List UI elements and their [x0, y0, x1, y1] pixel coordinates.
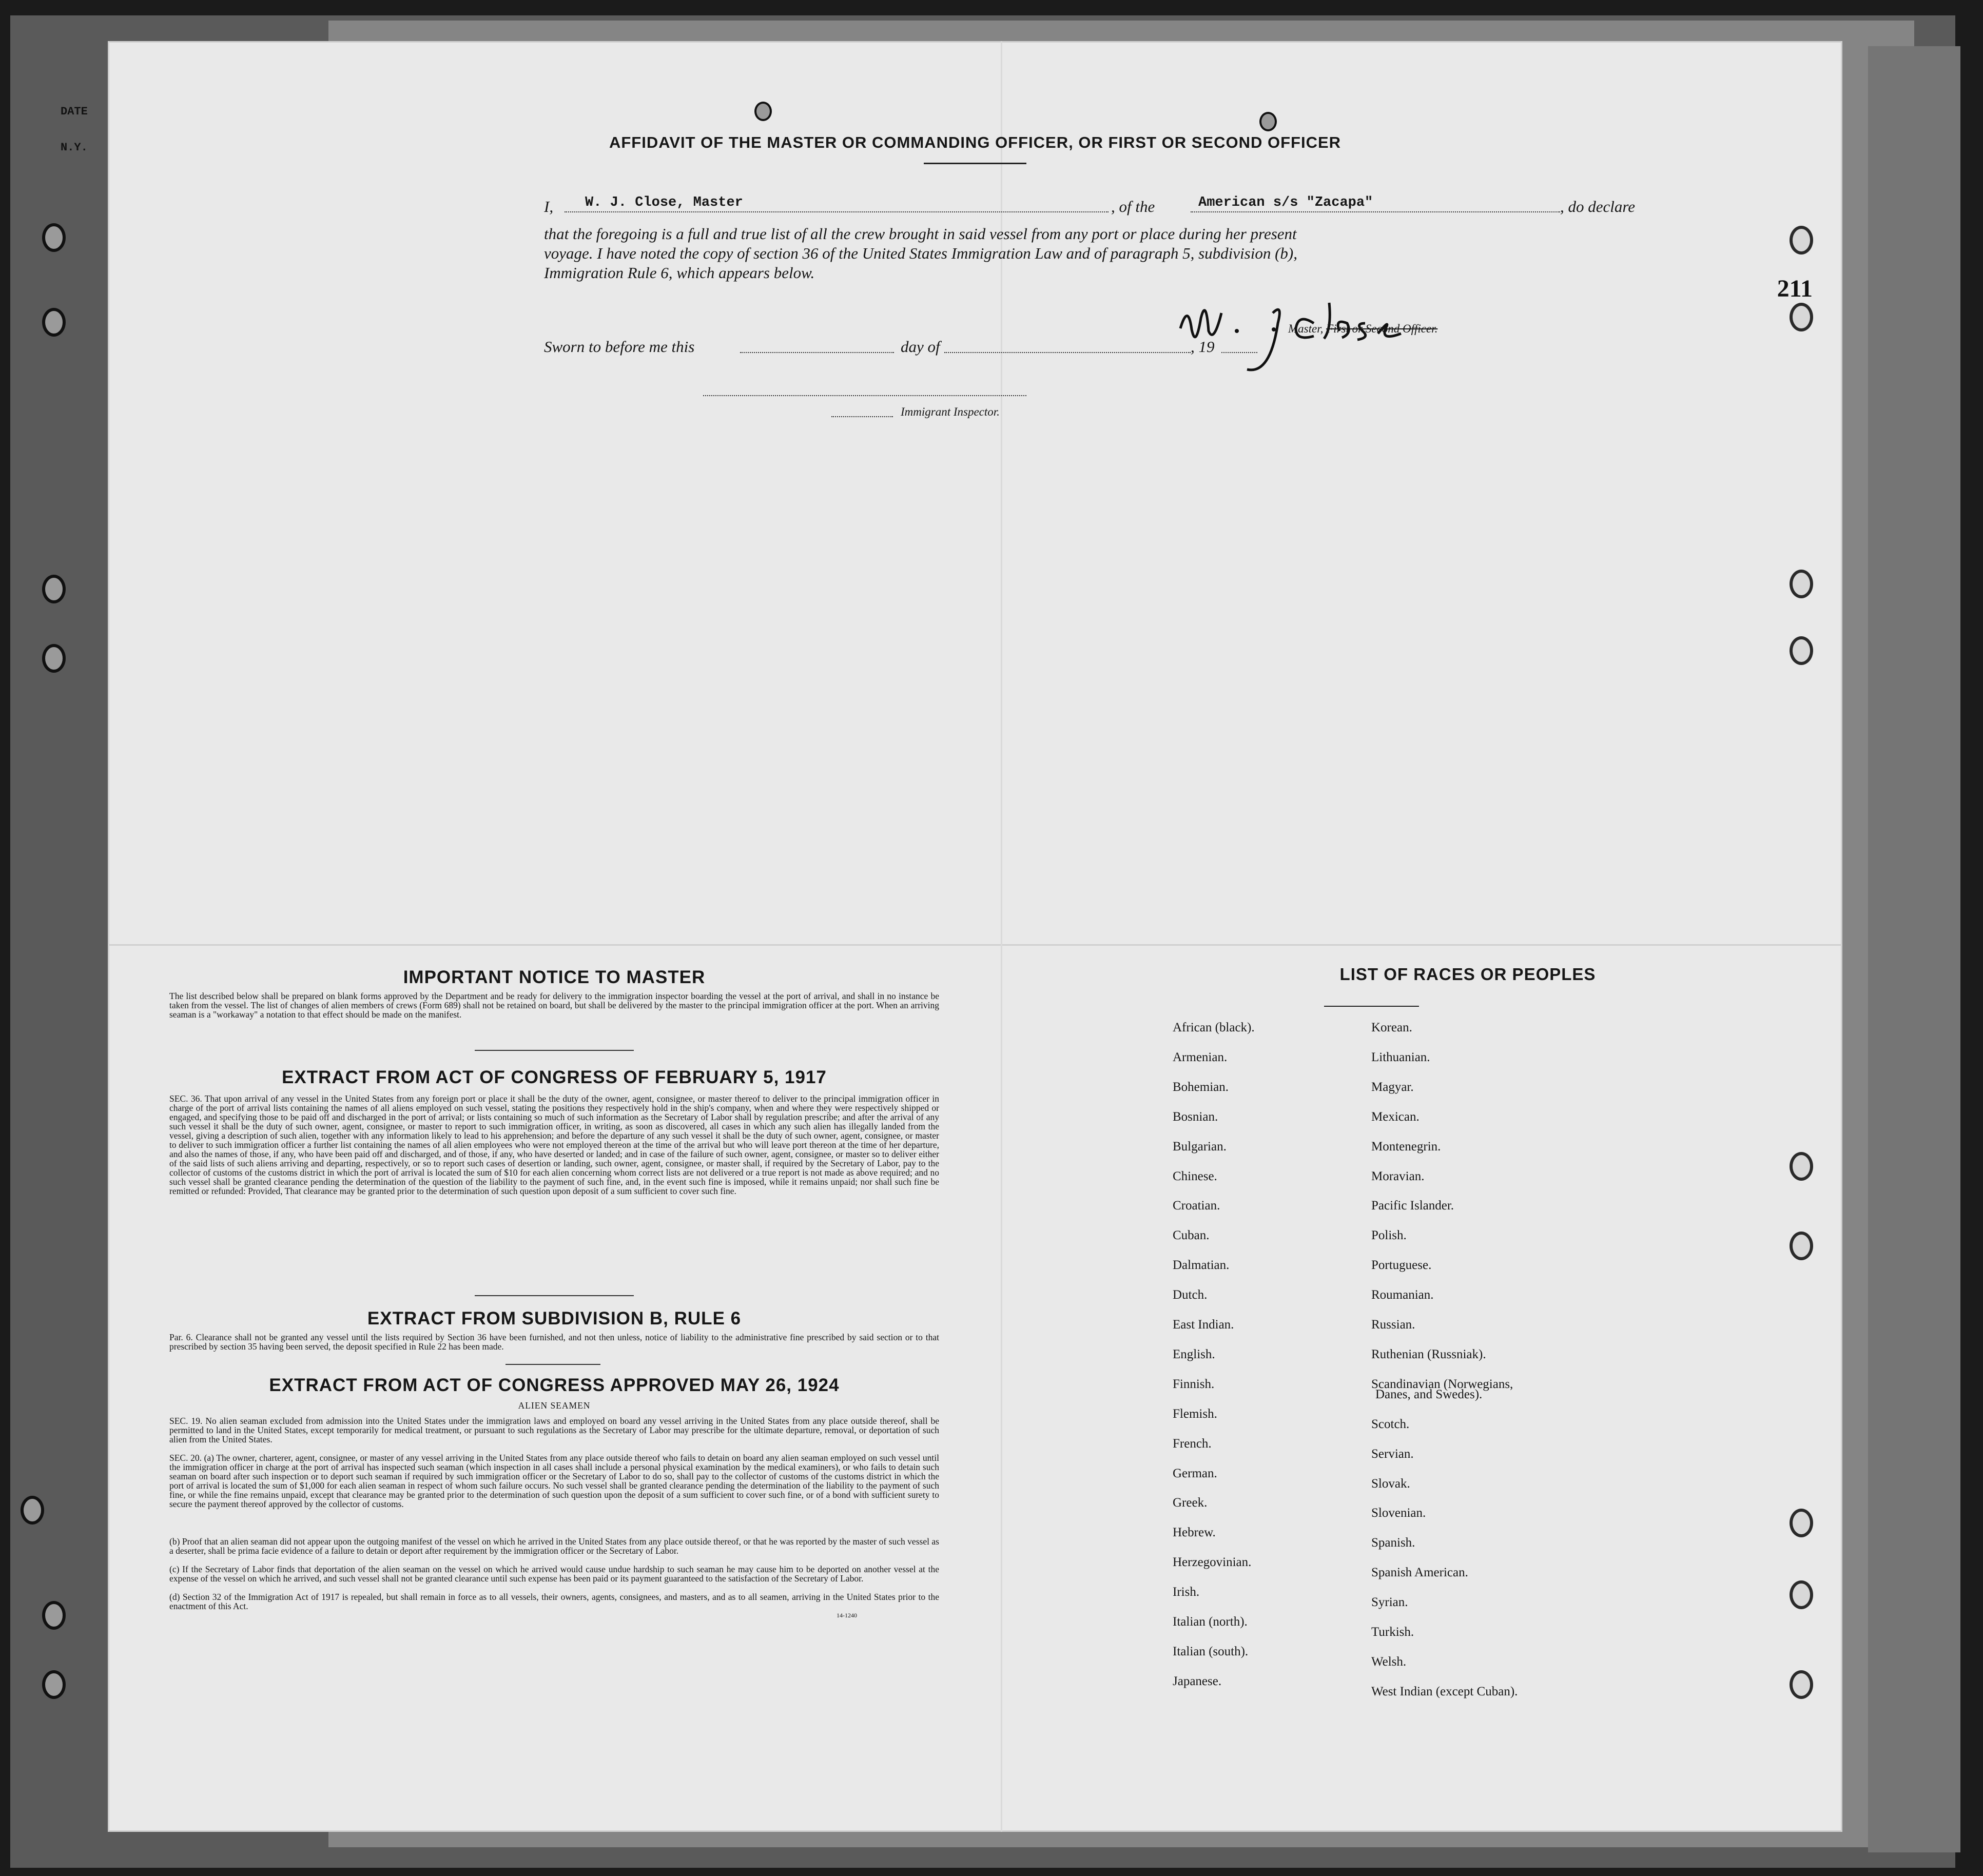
section-divider: [475, 1050, 634, 1051]
extract-1924-sec20c: (c) If the Secretary of Labor finds that deportation of the alien seaman on the vessel on which he arrived would cause undue hardship to such seaman he may cause him to be deported on another vessel at the expense of the vessel on which he arrived, and such vessel shall not be granted clearance until such expense has been paid or its payment guaranteed to the satisfaction of the Secretary of Labor.: [169, 1564, 939, 1584]
extract-1924-sec19: SEC. 19. No alien seaman excluded from admission into the United States under the immigration laws and employed on board any vessel arriving in the United States from any place outside thereof, shall be permitted to land in the United States, except temporarily for medical treatment, or pursuant to such regulations as the Secretary of Labor may prescribe for the ultimate departure, removal, or deportation of such alien from the United States.: [169, 1416, 939, 1444]
page-number: 211: [1777, 275, 1813, 302]
sworn-year-fill: [1221, 352, 1257, 353]
race-item-right: Spanish American.: [1371, 1566, 1468, 1580]
race-item-left: Finnish.: [1173, 1377, 1215, 1391]
extract-1917-title: EXTRACT FROM ACT OF CONGRESS OF FEBRUARY 5, 1917: [282, 1067, 827, 1087]
race-item-left: Italian (north).: [1173, 1615, 1248, 1629]
binder-hole: [42, 223, 66, 252]
race-item-right: Magyar.: [1371, 1080, 1414, 1094]
races-rule: [1324, 1006, 1419, 1007]
of-the-label: , of the: [1111, 198, 1155, 216]
affidavit-title: AFFIDAVIT OF THE MASTER OR COMMANDING OFFICER, OR FIRST OR SECOND OFFICER: [609, 133, 1342, 151]
race-item-left: German.: [1173, 1466, 1217, 1480]
punch-hole: [1790, 1509, 1813, 1537]
do-declare-label: , do declare: [1560, 198, 1636, 216]
race-item-right: Roumanian.: [1371, 1288, 1434, 1302]
vessel-fill-line: [1191, 211, 1560, 212]
declaration-line-4: Immigration Rule 6, which appears below.: [544, 264, 815, 282]
binder-hole: [42, 1601, 66, 1630]
binder-hole: [42, 1670, 66, 1699]
race-item-right: Spanish.: [1371, 1536, 1415, 1550]
year-prefix: , 19: [1191, 338, 1215, 356]
race-item-left: Hebrew.: [1173, 1526, 1216, 1540]
punch-hole: [1259, 112, 1277, 131]
race-item-left: Greek.: [1173, 1496, 1208, 1510]
race-continuation: Danes, and Swedes).: [1375, 1388, 1483, 1401]
race-item-left: Armenian.: [1173, 1050, 1228, 1064]
name-fill-line: [565, 211, 1109, 212]
fold-line: [1001, 41, 1002, 1832]
race-item-right: Scotch.: [1371, 1417, 1410, 1431]
fold-line: [108, 944, 1842, 946]
section-divider: [475, 1295, 634, 1296]
race-item-right: Pacific Islander.: [1371, 1199, 1454, 1213]
signer-role: [1288, 322, 1437, 336]
race-item-left: Chinese.: [1173, 1169, 1217, 1183]
extract-1924-sec20b: (b) Proof that an alien seaman did not appear upon the outgoing manifest of the vessel on which he arrived in the United States from any place outside thereof, or that he was reported by the master of such vessel as a deserter, shall be prima facie evidence of a failure to detain or deport after requirement by the immigration officer or the Secretary of Labor.: [169, 1536, 939, 1556]
punch-hole: [1790, 226, 1813, 255]
race-item-left: Italian (south).: [1173, 1644, 1249, 1658]
notice-body: The list described below shall be prepared on blank forms approved by the Department and be ready for delivery to the immigration inspector boarding the vessel at the port of arrival, and shall in no instance be taken from the vessel. The list of changes of alien members of crews (Form 689) shall not be retained on board, but shall be delivered by the master to the principal immigration officer at the port. When an arriving seaman is a "workaway" a notation to that effect should be made on the manifest.: [169, 991, 939, 1020]
race-item-right: Lithuanian.: [1371, 1050, 1430, 1064]
race-item-right: Ruthenian (Russniak).: [1371, 1347, 1486, 1361]
form-number: 14-1240: [837, 1612, 857, 1619]
race-item-left: Irish.: [1173, 1585, 1200, 1599]
race-item-right: Slovenian.: [1371, 1506, 1426, 1520]
extract-rule6-title: EXTRACT FROM SUBDIVISION B, RULE 6: [367, 1308, 742, 1328]
alien-seamen-subtitle: ALIEN SEAMEN: [518, 1400, 591, 1411]
punch-hole: [1790, 1232, 1813, 1260]
binder-hole: [42, 575, 66, 603]
race-item-left: Dalmatian.: [1173, 1258, 1230, 1273]
binder-hole: [42, 308, 66, 337]
day-of-label: day of: [901, 338, 940, 356]
sworn-month-fill: [944, 352, 1191, 353]
notice-title: IMPORTANT NOTICE TO MASTER: [403, 967, 706, 987]
race-item-left: Flemish.: [1173, 1406, 1217, 1421]
extract-1917-body: SEC. 36. That upon arrival of any vessel in the United States from any foreign port or place it shall be the duty of the owner, agent, consignee, or master thereof to deliver to the principal immigration officer in charge of the port of arrival lists containing the names of all aliens employed on such vessel, stating the positions they respectively hold in the ship's company, when and where they were respectively shipped or engaged, and specifying those to be paid off and discharged in the port of arrival; or lists containing so much of such information as the Secretary of Labor shall by regulation prescribe; and after the arrival of any such vessel it shall be the duty of such owner, agent, consignee, or master to report to such immigration officer, in writing, as soon as discovered, all cases in which any such alien has illegally landed from the vessel, giving a description of such alien, together with any information likely to lead to his apprehension; and before the departure of any such vessel it shall be the duty of such owner, agent, consignee, or master to deliver to such immigration officer a further list containing the names of all alien employees who were not employed thereon at the time of the arrival but who will leave port thereon at the time of her departure, and also the names of those, if any, who have been paid off and discharged, and of those, if any, who have deserted or landed; and in case of the failure of such owner, agent, consignee, or master so to deliver either of the said lists of such aliens arriving and departing, respectively, or so to report such cases of desertion or landing, such owner, agent, consignee, or master shall, if required by the Secretary of Labor, pay to the collector of customs of the customs district in which the port of arrival is located the sum of $10 for each alien concerning whom correct lists are not delivered or a true report is not made as above required; and no such vessel shall be granted clearance pending the determination of the question of the liability to the payment of such fine, and, in the event such fine is imposed, while it remains unpaid; nor shall such fine be remitted or refunded: Provided, That clearance may be granted prior to the determination of such question upon deposit of a sum sufficient to cover such fine.: [169, 1093, 939, 1196]
margin-stamp-line-1: DATE: [61, 105, 88, 118]
extract-1924-title: EXTRACT FROM ACT OF CONGRESS APPROVED MAY 26, 1924: [269, 1375, 840, 1395]
punch-hole: [1790, 1670, 1813, 1699]
signer-role-master: Master,: [1288, 322, 1324, 335]
race-item-right: Korean.: [1371, 1021, 1412, 1034]
punch-hole: [754, 102, 772, 121]
race-item-right: Russian.: [1371, 1318, 1415, 1332]
extract-rule6-body: Par. 6. Clearance shall not be granted any vessel until the lists required by Section 36 have been furnished, and not then unless, notice of liability to the administrative fine prescribed by said section or to that prescribed by section 35 having been served, the deposit specified in Rule 22 has been made.: [169, 1332, 939, 1352]
race-item-left: Bohemian.: [1173, 1080, 1229, 1094]
binder-hole: [21, 1496, 44, 1525]
race-item-right: Montenegrin.: [1371, 1139, 1441, 1154]
race-item-right: Slovak.: [1371, 1476, 1410, 1491]
section-divider: [506, 1364, 600, 1365]
right-edge-pages: [1868, 46, 1960, 1852]
race-item-right: Turkish.: [1371, 1625, 1414, 1639]
title-rule: [924, 163, 1026, 164]
sworn-label: Sworn to before me this: [544, 338, 695, 356]
race-item-left: Herzegovinian.: [1173, 1555, 1252, 1570]
sworn-day-fill: [740, 352, 894, 353]
extract-1924-sec20d: (d) Section 32 of the Immigration Act of 1917 is repealed, but shall remain in force as to all vessels, their owners, agents, consignees, and masters, and as to all seamen, arriving in the United States prior to the enactment of this Act.: [169, 1592, 939, 1611]
declaration-i: I,: [544, 198, 554, 216]
punch-hole: [1790, 636, 1813, 665]
punch-hole: [1790, 1580, 1813, 1609]
declaration-line-2: that the foregoing is a full and true list of all the crew brought in said vessel from any port or place during her present: [544, 225, 1297, 243]
race-item-left: Bosnian.: [1173, 1109, 1218, 1124]
master-name: W. J. Close, Master: [585, 195, 743, 210]
extract-1924-sec20a: SEC. 20. (a) The owner, charterer, agent, consignee, or master of any vessel arriving in the United States from any place outside thereof who fails to detain on board any alien seaman employed on such vessel until the immigration officer in charge at the port of arrival has inspected such seaman (which inspection in all cases shall include a personal physical examination by the medical examiners), or who fails to detain such seaman on board after such inspection or to deport such seaman if required by such immigration officer or the Secretary of Labor to do so, shall pay to the collector of customs of the customs district in which the port of arrival is located the sum of $1,000 for each alien seaman in respect of whom such failure occurs. No such vessel shall be granted clearance pending the determination of the liability to the payment of such fine, or while the fine remains unpaid, except that clearance may be granted prior to the determination of such question upon the deposit of a sum sufficient to cover such fine, or of a bond with sufficient surety to secure the payment thereof approved by the collector of customs.: [169, 1453, 939, 1509]
race-item-left: African (black).: [1173, 1021, 1255, 1034]
races-title: LIST OF RACES OR PEOPLES: [1339, 965, 1596, 984]
signer-role-struck: First or Second Officer.: [1326, 322, 1438, 335]
race-item-left: Dutch.: [1173, 1288, 1208, 1302]
race-item-left: Bulgarian.: [1173, 1139, 1227, 1154]
margin-stamp-line-2: N.Y.: [61, 141, 88, 154]
inspector-lead-dots: [831, 416, 893, 417]
race-item-left: Japanese.: [1173, 1674, 1222, 1688]
race-item-right: Moravian.: [1371, 1169, 1425, 1183]
inspector-label: Immigrant Inspector.: [901, 405, 1000, 418]
race-item-right: Welsh.: [1371, 1654, 1407, 1669]
race-item-left: East Indian.: [1173, 1318, 1234, 1332]
race-item-right: Mexican.: [1371, 1109, 1420, 1124]
race-item-right: Scandinavian (Norwegians,: [1371, 1377, 1513, 1391]
race-item-right: Servian.: [1371, 1447, 1414, 1461]
race-item-right: Portuguese.: [1371, 1258, 1432, 1273]
binder-hole: [42, 644, 66, 673]
race-item-left: English.: [1173, 1347, 1215, 1361]
race-item-right: Polish.: [1371, 1228, 1407, 1243]
race-item-left: Croatian.: [1173, 1199, 1220, 1213]
punch-hole: [1790, 570, 1813, 598]
affidavit-page: [108, 41, 1842, 1832]
punch-hole: [1790, 1152, 1813, 1181]
vessel-name: American s/s "Zacapa": [1198, 195, 1373, 210]
race-item-right: Syrian.: [1371, 1595, 1408, 1610]
declaration-line-3: voyage. I have noted the copy of section 36 of the United States Immigration Law and of paragraph 5, subdivision (b),: [544, 244, 1297, 262]
race-item-right: West Indian (except Cuban).: [1371, 1684, 1518, 1698]
punch-hole: [1790, 303, 1813, 331]
inspector-signature-line: [703, 395, 1026, 396]
race-item-left: French.: [1173, 1436, 1212, 1451]
race-item-left: Cuban.: [1173, 1228, 1210, 1243]
